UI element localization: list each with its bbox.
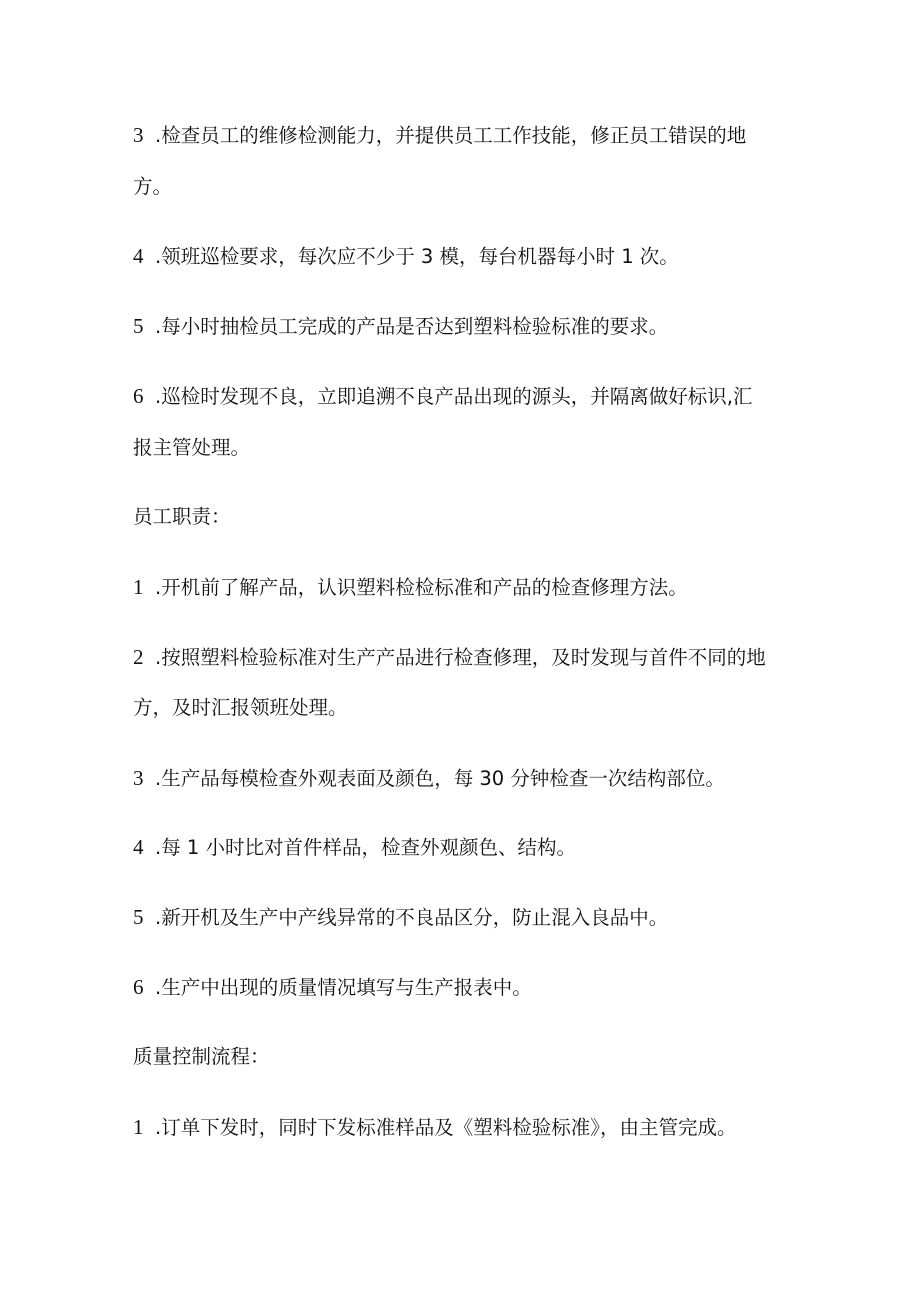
list-item [133, 574, 793, 601]
section-heading [133, 504, 793, 530]
list-item [133, 974, 793, 1001]
item-number: 6 [133, 975, 144, 999]
item-number: 5 [133, 314, 144, 338]
list-item-continuation [133, 174, 793, 200]
item-text: .巡检时发现不良，立即追溯不良产品出现的源头，并隔离做好标识,汇 [155, 385, 753, 408]
list-item [133, 904, 793, 931]
item-number: 4 [133, 244, 144, 268]
list-item-continuation [133, 695, 793, 721]
list-item [133, 644, 793, 671]
item-number: 1 [133, 1115, 144, 1139]
item-number: 3 [133, 123, 144, 147]
item-number: 5 [133, 905, 144, 929]
item-text: 方。 [133, 175, 173, 198]
list-item [133, 765, 793, 792]
item-text: 方，及时汇报领班处理。 [133, 696, 348, 719]
item-number: 6 [133, 384, 144, 408]
item-text: .检查员工的维修检测能力，并提供员工工作技能，修正员工错误的地 [155, 124, 747, 147]
item-text: .开机前了解产品，认识塑料检检标准和产品的检查修理方法。 [155, 576, 688, 599]
heading-text: 员工职责： [133, 505, 231, 528]
list-item [133, 243, 793, 270]
heading-text: 质量控制流程： [133, 1045, 270, 1068]
list-item [133, 834, 793, 861]
list-item-continuation [133, 435, 793, 461]
list-item [133, 313, 793, 340]
item-text: 报主管处理。 [133, 436, 251, 459]
item-number: 3 [133, 766, 144, 790]
item-text: .新开机及生产中产线异常的不良品区分，防止混入良品中。 [155, 906, 669, 929]
item-number: 4 [133, 835, 144, 859]
item-number: 2 [133, 645, 144, 669]
item-text: .生产品每模检查外观表面及颜色，每 30 分钟检查一次结构部位。 [155, 767, 725, 790]
item-text: .生产中出现的质量情况填写与生产报表中。 [155, 976, 532, 999]
item-number: 1 [133, 575, 144, 599]
list-item [133, 122, 793, 149]
section-heading [133, 1044, 793, 1070]
item-text: .每 1 小时比对首件样品，检查外观颜色、结构。 [155, 836, 577, 859]
item-text: .按照塑料检验标准对生产产品进行检查修理，及时发现与首件不同的地 [155, 646, 766, 669]
item-text: .每小时抽检员工完成的产品是否达到塑料检验标准的要求。 [155, 315, 669, 338]
list-item [133, 383, 793, 410]
item-text: .领班巡检要求，每次应不少于 3 模，每台机器每小时 1 次。 [155, 245, 679, 268]
list-item [133, 1114, 793, 1141]
item-text: .订单下发时，同时下发标准样品及《塑料检验标准》，由主管完成。 [155, 1116, 737, 1139]
